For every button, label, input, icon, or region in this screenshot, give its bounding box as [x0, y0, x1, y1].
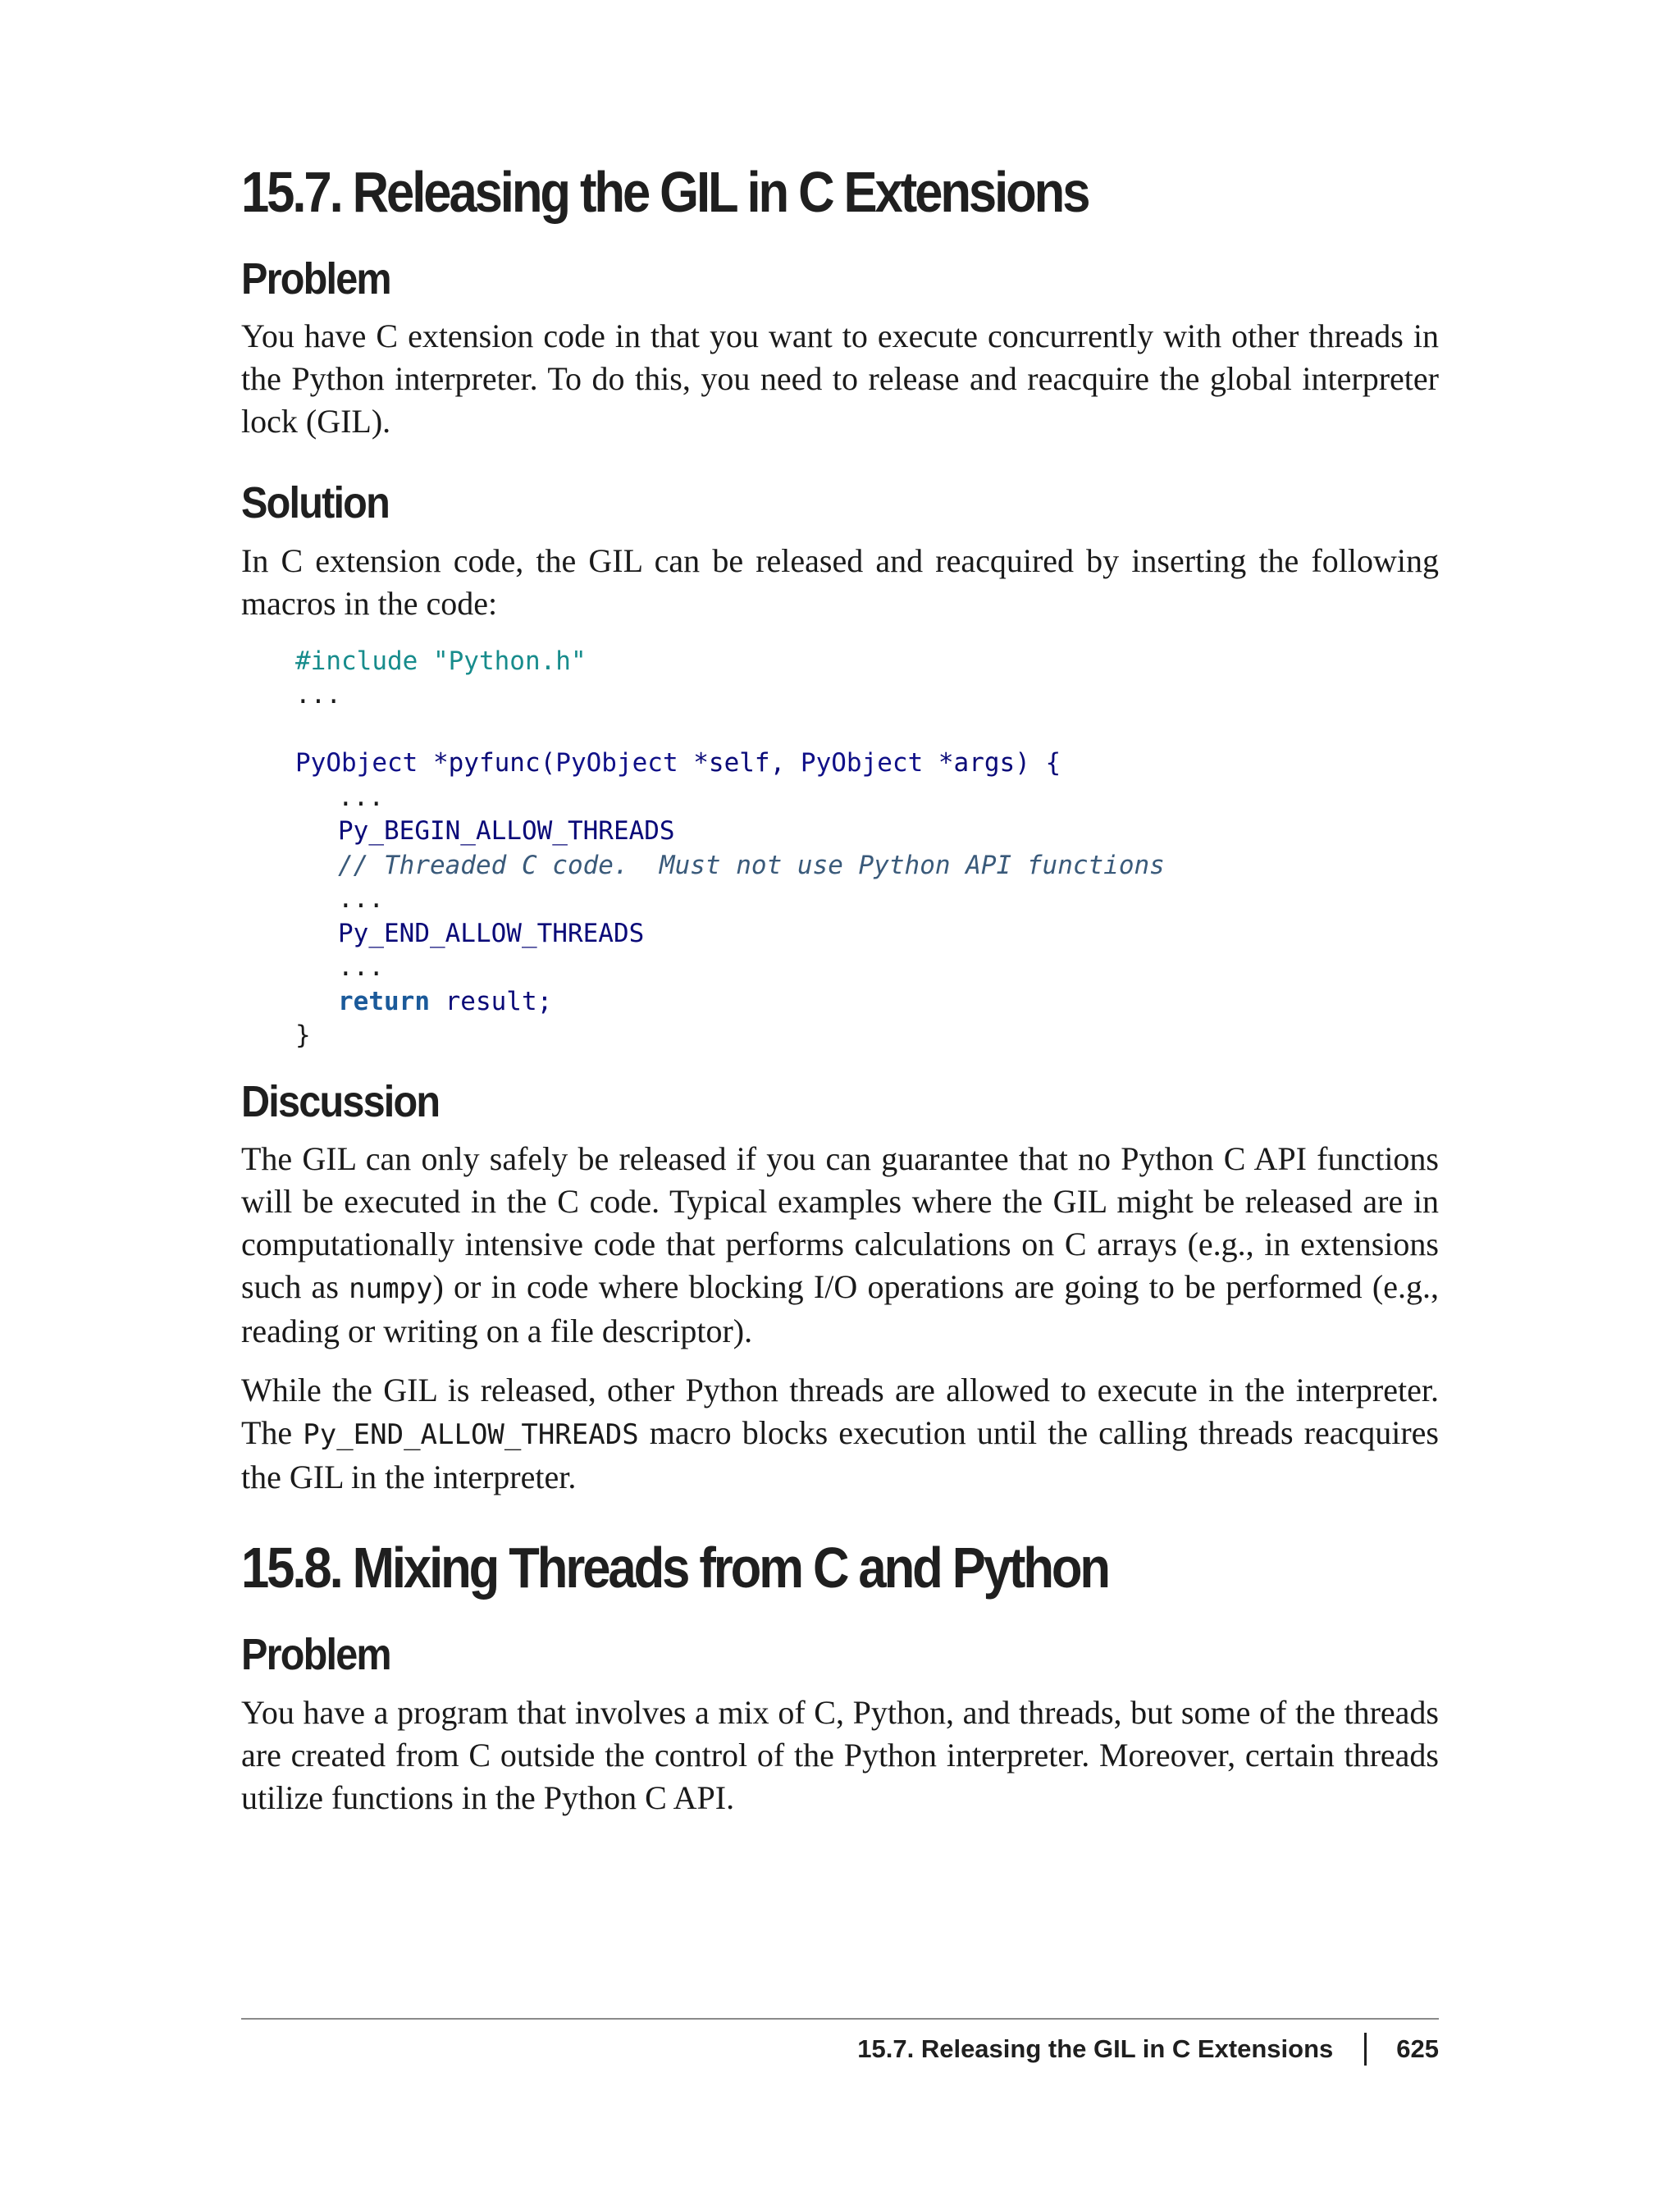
- problem-heading: Problem: [241, 1630, 390, 1680]
- code-line: #include "Python.h": [295, 646, 587, 676]
- section-title: 15.7. Releasing the GIL in C Extensions: [241, 160, 1089, 224]
- inline-code: Py_END_ALLOW_THREADS: [303, 1418, 639, 1452]
- running-title: 15.7. Releasing the GIL in C Extensions: [857, 2034, 1334, 2063]
- code-line: }: [295, 1020, 311, 1051]
- problem-paragraph: You have a program that involves a mix of C, Python, and threads, but some of the threads are created from C outside the control of the Python interpreter. Moreover, certain threads utilize functions in the Python C API.: [241, 1693, 1439, 1816]
- code-line: return result;: [338, 986, 553, 1016]
- code-line: PyObject *pyfunc(PyObject *self, PyObject *args) {: [295, 748, 1061, 778]
- discussion-paragraph: The GIL can only safely be released if you can guarantee that no Python C API functions will be executed in the C code. Typical examples where the GIL might be released are in computationally intensive code that performs calculations on C arrays (e.g., in extensions such as numpy) or in code where blocking I/O operations are going to be performed (e.g., reading or writing on a file descriptor).: [241, 1140, 1439, 1350]
- code-line: ...: [338, 884, 384, 915]
- solution-paragraph: In C extension code, the GIL can be released and reacquired by inserting the following macros in the code:: [241, 541, 1439, 622]
- footer-separator: [1364, 2033, 1367, 2066]
- discussion-heading: Discussion: [241, 1076, 440, 1126]
- code-line: Py_BEGIN_ALLOW_THREADS: [338, 816, 675, 847]
- problem-heading: Problem: [241, 254, 390, 304]
- code-line: ...: [338, 952, 384, 983]
- code-line: Py_END_ALLOW_THREADS: [338, 918, 645, 948]
- page-footer: [241, 2018, 1439, 2066]
- code-block: [241, 645, 1439, 1053]
- code-comment: // Threaded C code. Must not use Python API functions: [338, 850, 1165, 880]
- problem-paragraph: You have C extension code in that you want to execute concurrently with other threads in the Python interpreter. To do this, you need to release and reacquire the global interpreter lock (GIL).: [241, 317, 1439, 441]
- page-number: 625: [1396, 2034, 1439, 2063]
- page-content: [241, 161, 1439, 1819]
- solution-heading: Solution: [241, 478, 389, 528]
- code-line: ...: [338, 782, 384, 812]
- section-title: 15.8. Mixing Threads from C and Python: [241, 1536, 1108, 1600]
- code-line: ...: [295, 680, 341, 710]
- discussion-paragraph: While the GIL is released, other Python threads are allowed to execute in the interpreter. The Py_END_ALLOW_THREADS macro blocks execution until the calling threads reacquires the GIL in the interpreter.: [241, 1372, 1440, 1496]
- inline-code: numpy: [349, 1272, 433, 1306]
